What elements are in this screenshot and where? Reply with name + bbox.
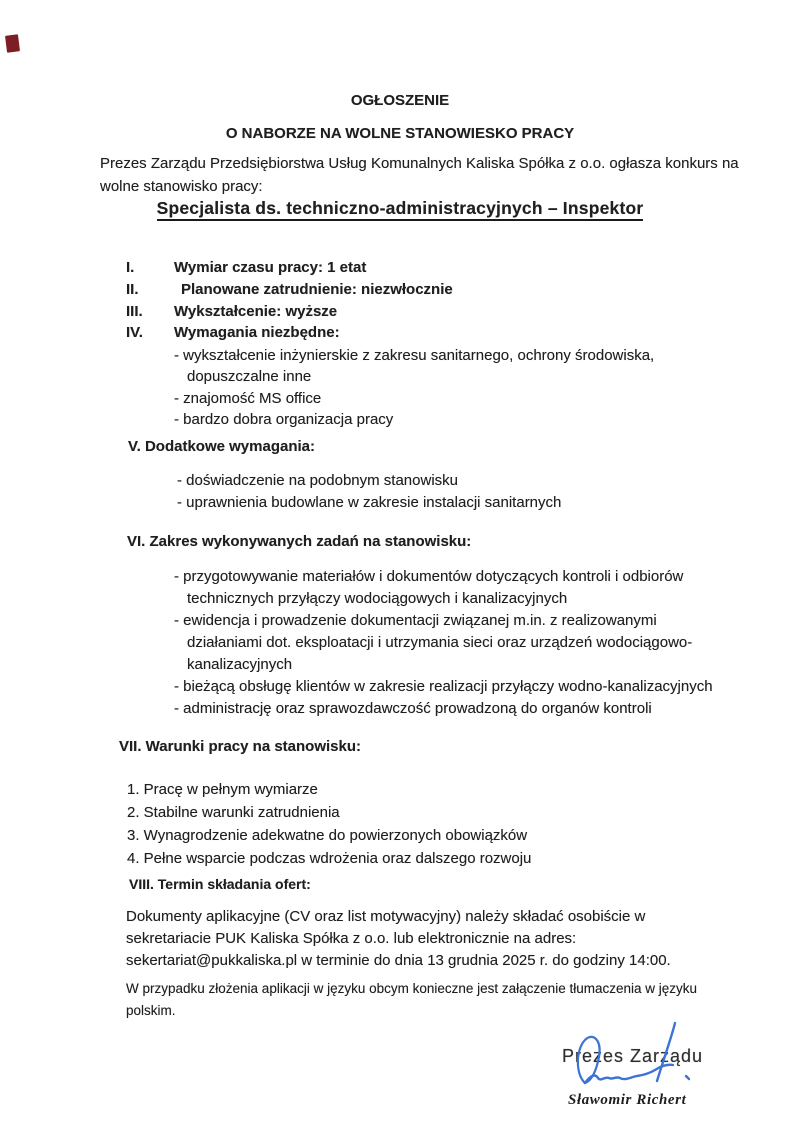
section-vii-item: 2. Stabilne warunki zatrudnienia: [127, 804, 340, 821]
section-vi-bullet: - ewidencja i prowadzenie dokumentacji związanej m.in. z realizowanymi: [174, 612, 657, 629]
handwritten-signature-ink: [550, 1013, 700, 1095]
roman-item-text: Planowane zatrudnienie: niezwłocznie: [181, 281, 453, 298]
section-v-bullet: - uprawnienia budowlane w zakresie instalacji sanitarnych: [177, 494, 562, 511]
language-note-line: W przypadku złożenia aplikacji w języku obcym konieczne jest załączenie tłumaczenia w języku: [126, 981, 698, 996]
application-info-line: Dokumenty aplikacyjne (CV oraz list motywacyjny) należy składać osobiście w: [126, 908, 646, 925]
requirement-bullet: - znajomość MS office: [174, 390, 322, 407]
section-vii-item: 1. Pracę w pełnym wymiarze: [127, 781, 318, 798]
section-v-bullet: - doświadczenie na podobnym stanowisku: [177, 472, 458, 489]
announcement-heading: OGŁOSZENIE: [350, 92, 450, 109]
section-vii-item: 3. Wynagrodzenie adekwatne do powierzonych obowiązków: [127, 827, 528, 844]
section-vii-item: 4. Pełne wsparcie podczas wdrożenia oraz dalszego rozwoju: [127, 850, 532, 867]
roman-numeral: III.: [126, 303, 143, 320]
intro-paragraph-line: Prezes Zarządu Przedsiębiorstwa Usług Komunalnych Kaliska Spółka z o.o. ogłasza konkurs na: [100, 155, 739, 172]
red-corner-scan-mark: [5, 34, 20, 52]
section-v-heading: V. Dodatkowe wymagania:: [128, 438, 316, 455]
roman-numeral: II.: [126, 281, 139, 298]
section-vi-bullet-continuation: kanalizacyjnych: [187, 656, 293, 673]
requirement-bullet-continuation: dopuszczalne inne: [187, 368, 312, 385]
section-viii-heading: VIII. Termin składania ofert:: [129, 876, 311, 892]
intro-paragraph-line: wolne stanowisko pracy:: [100, 178, 263, 195]
section-vi-bullet: - bieżącą obsługę klientów w zakresie realizacji przyłączy wodno-kanalizacyjnych: [174, 678, 713, 695]
language-note-line: polskim.: [126, 1003, 176, 1018]
section-vi-bullet-continuation: działaniami dot. eksploatacji i utrzymania sieci oraz urządzeń wodociągowo-: [187, 634, 693, 651]
requirement-bullet: - bardzo dobra organizacja pracy: [174, 411, 394, 428]
section-vi-bullet: - administrację oraz sprawozdawczość prowadzoną do organów kontroli: [174, 700, 652, 717]
roman-item-text: Wymiar czasu pracy: 1 etat: [174, 259, 367, 276]
job-title: Specjalista ds. techniczno-administracyjnych – Inspektor: [0, 199, 800, 217]
roman-numeral: IV.: [126, 324, 143, 341]
recruitment-subheading: O NABORZE NA WOLNE STANOWIESKO PRACY: [225, 125, 575, 142]
signatory-name: Sławomir Richert: [568, 1092, 687, 1108]
section-vi-heading: VI. Zakres wykonywanych zadań na stanowisku:: [127, 533, 472, 550]
application-info-line: sekertariat@pukkaliska.pl w terminie do dnia 13 grudnia 2025 r. do godziny 14:00.: [126, 952, 671, 969]
section-vi-bullet-continuation: technicznych przyłączy wodociągowych i kanalizacyjnych: [187, 590, 568, 607]
section-vii-heading: VII. Warunki pracy na stanowisku:: [119, 738, 362, 755]
requirement-bullet: - wykształcenie inżynierskie z zakresu sanitarnego, ochrony środowiska,: [174, 347, 655, 364]
signatory-role: Prezes Zarządu: [562, 1046, 704, 1066]
roman-numeral: I.: [126, 259, 135, 276]
application-info-line: sekretariacie PUK Kaliska Spółka z o.o. lub elektronicznie na adres:: [126, 930, 577, 947]
roman-item-text: Wykształcenie: wyższe: [174, 303, 338, 320]
section-vi-bullet: - przygotowywanie materiałów i dokumentów dotyczących kontroli i odbiorów: [174, 568, 684, 585]
roman-item-text: Wymagania niezbędne:: [174, 324, 340, 341]
